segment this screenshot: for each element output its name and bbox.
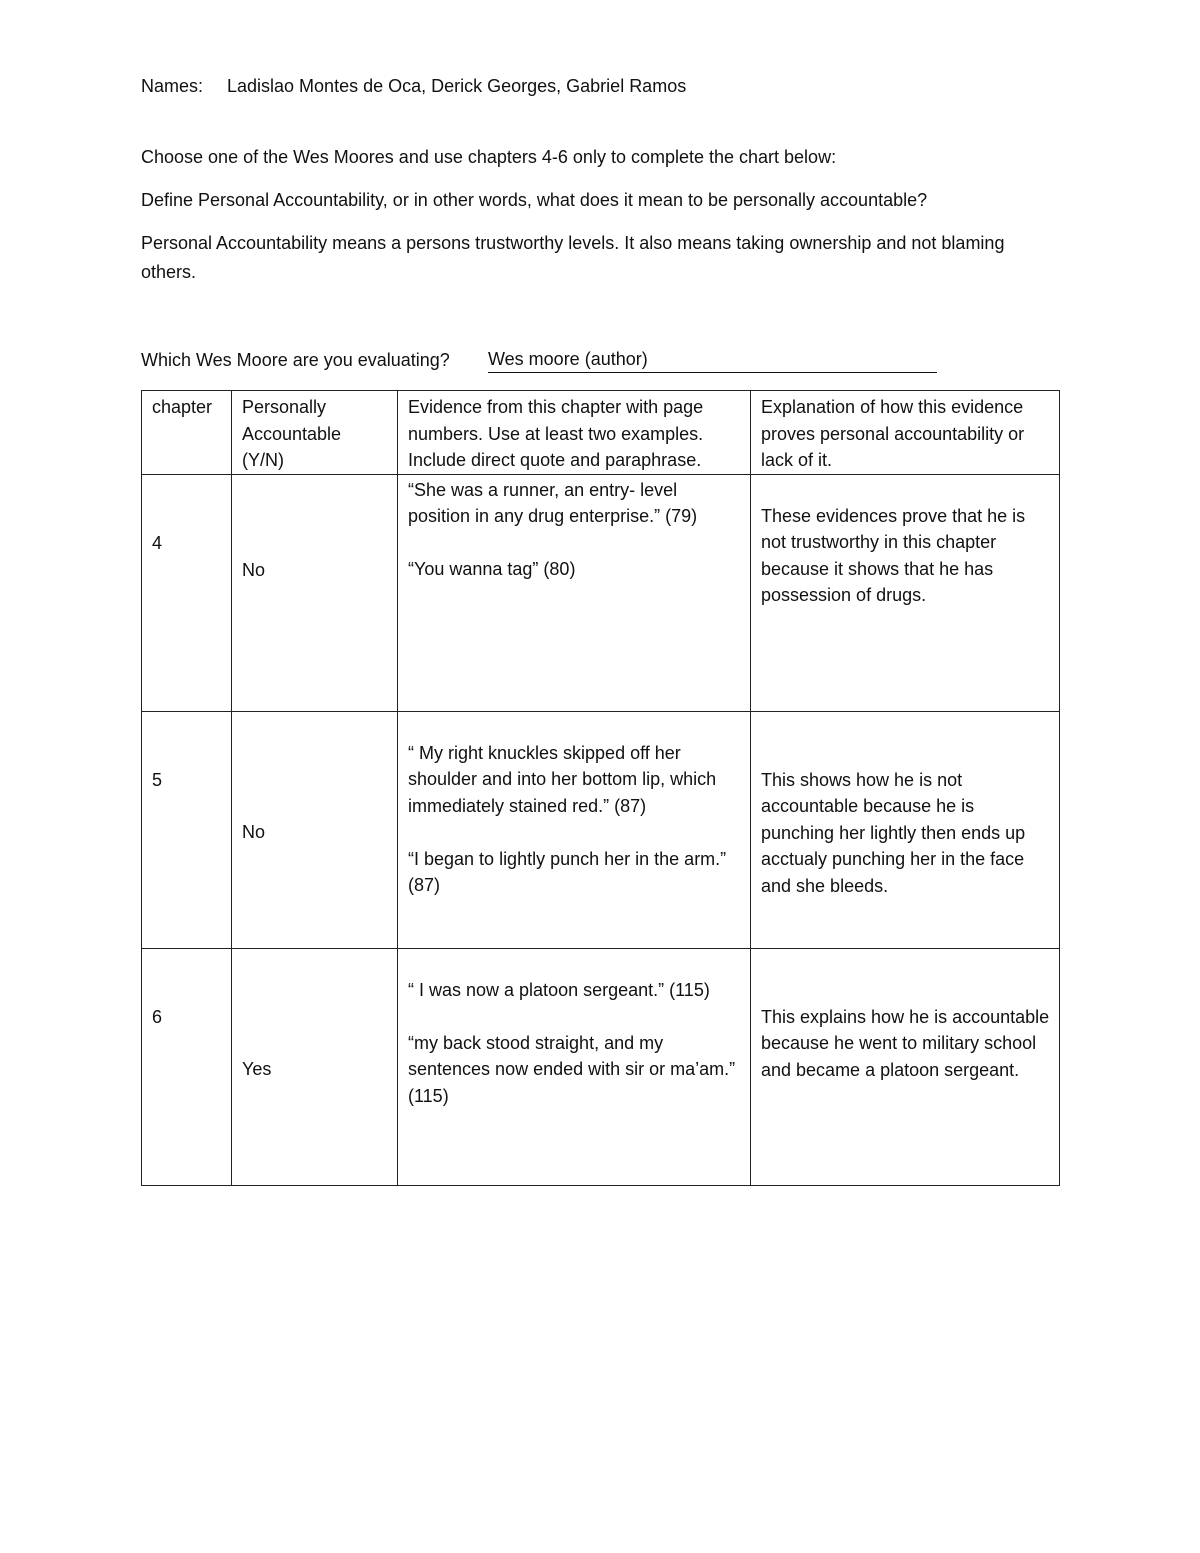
table-row — [142, 948, 1060, 1185]
evidence-cell — [398, 948, 751, 1185]
accountable-value: No — [242, 821, 266, 842]
names-line — [141, 72, 687, 101]
explanation-text: These evidences prove that he is not trustworthy in this chapter because it shows that he has possession of drugs. — [761, 505, 1026, 605]
evidence-block — [408, 477, 742, 583]
chapter-cell — [142, 948, 232, 1185]
header-cell — [751, 391, 1060, 475]
accountable-cell — [232, 474, 398, 711]
definition-answer: Personal Accountability means a persons trustworthy levels. It also means taking ownership and not blaming others. — [141, 233, 1005, 282]
header-cell — [398, 391, 751, 475]
evidence-quote: “She was a runner, an entry- level position in any drug enterprise.” (79) — [408, 479, 698, 526]
table-row — [142, 474, 1060, 711]
evidence-quote: “my back stood straight, and my sentences now ended with sir or ma’am.” (115) — [408, 1032, 736, 1106]
accountability-chart — [141, 390, 1060, 1186]
names-value: Ladislao Montes de Oca, Derick Georges, Gabriel Ramos — [227, 76, 687, 96]
evidence-quote: “You wanna tag” (80) — [408, 559, 576, 579]
explanation-cell — [751, 711, 1060, 948]
which-answer: Wes moore (author) — [488, 346, 937, 373]
evidence-cell — [398, 711, 751, 948]
chapter-number: 4 — [152, 532, 163, 553]
chapter-number: 6 — [152, 1006, 163, 1027]
evidence-quote: “I began to lightly punch her in the arm.” (87) — [408, 848, 727, 895]
instruction-text: Choose one of the Wes Moores and use chapters 4-6 only to complete the chart below: — [141, 147, 837, 167]
chapter-cell — [142, 474, 232, 711]
header-explanation: Explanation of how this evidence proves personal accountability or lack of it. — [761, 397, 1025, 470]
evidence-cell — [398, 474, 751, 711]
accountable-cell — [232, 948, 398, 1185]
explanation-text: This explains how he is accountable because he went to military school and became a platoon sergeant. — [761, 1006, 1050, 1080]
evidence-quote: “ I was now a platoon sergeant.” (115) — [408, 979, 710, 1000]
header-accountable: Personally Accountable (Y/N) — [242, 397, 342, 470]
explanation-cell — [751, 948, 1060, 1185]
evidence-quote: “ My right knuckles skipped off her shoulder and into her bottom lip, which immediately stained red.” (87) — [408, 742, 717, 816]
table-header-row — [142, 391, 1060, 475]
explanation-cell — [751, 474, 1060, 711]
explanation-text: This shows how he is not accountable because he is punching her lightly then ends up acctualy punching her in the face and she bleeds. — [761, 769, 1026, 896]
accountable-value: No — [242, 559, 266, 580]
evidence-block — [408, 740, 742, 899]
header-evidence: Evidence from this chapter with page numbers. Use at least two examples. Include direct quote and paraphrase. — [408, 397, 704, 470]
names-label: Names: — [141, 76, 204, 96]
chapter-number: 5 — [152, 769, 163, 790]
header-chapter: chapter — [152, 397, 213, 417]
define-prompt: Define Personal Accountability, or in other words, what does it mean to be personally accountable? — [141, 190, 928, 210]
evidence-block — [408, 977, 742, 1110]
accountable-cell — [232, 711, 398, 948]
table-row — [142, 711, 1060, 948]
which-line — [141, 346, 648, 375]
chapter-cell — [142, 711, 232, 948]
which-question: Which Wes Moore are you evaluating? — [141, 350, 450, 370]
accountable-value: Yes — [242, 1058, 272, 1079]
header-cell — [142, 391, 232, 475]
header-cell — [232, 391, 398, 475]
